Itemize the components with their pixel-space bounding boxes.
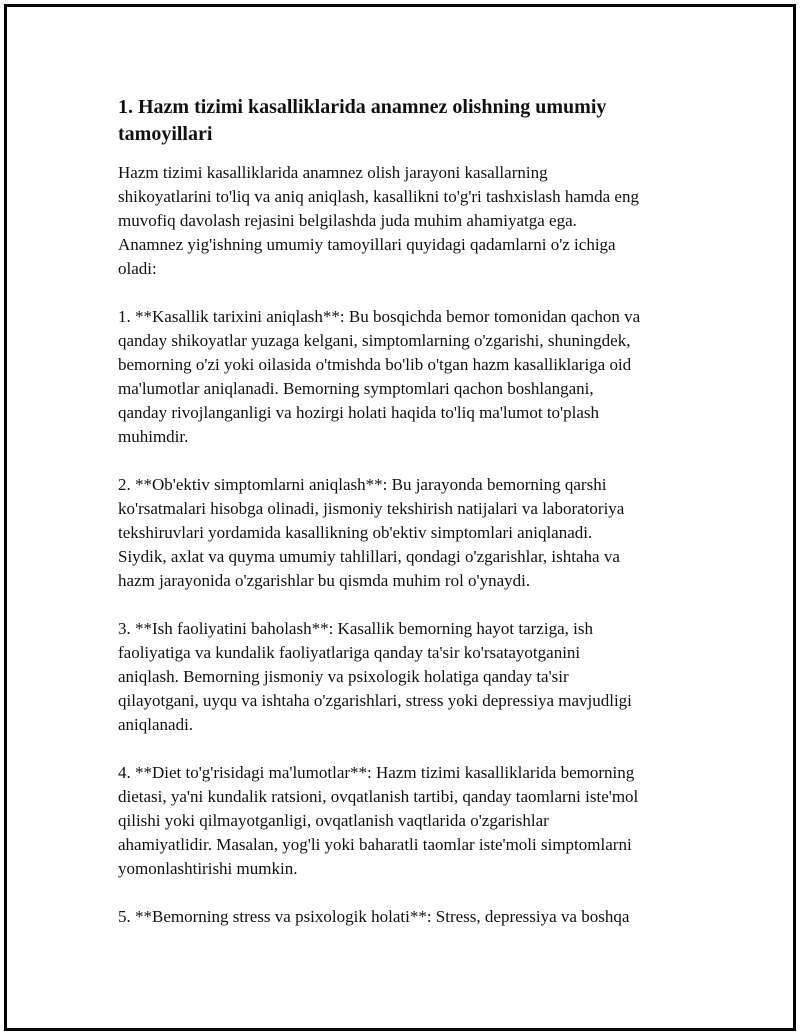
paragraph-stress: 5. **Bemorning stress va psixologik holati**: Stress, depressiya va boshqa xyxy=(118,907,630,926)
intro-paragraph: Hazm tizimi kasalliklarida anamnez olish jarayoni kasallarning shikoyatlarini to'liq va aniq aniqlash, kasallikni to'g'ri tashxislash hamda eng muvofiq davolash rejasini belgilashda juda muhim ahamiyatga ega. Anamnez yig'ishning umumiy tamoyillari quyidagi qadamlarni o'z ichiga oladi: xyxy=(118,163,639,278)
document-body xyxy=(118,94,690,953)
document-title: 1. Hazm tizimi kasalliklarida anamnez olishning umumiy tamoyillari xyxy=(118,96,607,145)
paragraph-ish-faoliyati: 3. **Ish faoliyatini baholash**: Kasallik bemorning hayot tarziga, ish faoliyatiga va kundalik faoliyatlariga qanday ta'sir ko'rsatayotganini aniqlash. Bemorning jismoniy va psixologik holatiga qanday ta'sir qilayotgani, uyqu va ishtaha o'zgarishlari, stress yoki depressiya mavjudligi aniqlanadi. xyxy=(118,619,632,734)
paragraph-kasallik-tarixi: 1. **Kasallik tarixini aniqlash**: Bu bosqichda bemor tomonidan qachon va qanday shikoyatlar yuzaga kelgani, simptomlarning o'zgarishi, shuningdek, bemorning o'zi yoki oilasida o'tmishda bo'lib o'tgan hazm kasalliklariga oid ma'lumotlar aniqlanadi. Bemorning symptomlari qachon boshlangani, qanday rivojlanganligi va hozirgi holati haqida to'liq ma'lumot to'plash muhimdir. xyxy=(118,307,641,446)
paragraph-obektiv-simptomlar: 2. **Ob'ektiv simptomlarni aniqlash**: Bu jarayonda bemorning qarshi ko'rsatmalari hisobga olinadi, jismoniy tekshirish natijalari va laboratoriya tekshiruvlari yordamida kasallikning ob'ektiv simptomlari aniqlanadi. Siydik, axlat va quyma umumiy tahlillari, qondagi o'zgarishlar, ishtaha va hazm jarayonida o'zgarishlar bu qismda muhim rol o'ynaydi. xyxy=(118,475,625,590)
paragraph-diet: 4. **Diet to'g'risidagi ma'lumotlar**: Hazm tizimi kasalliklarida bemorning dietasi, ya'ni kundalik ratsioni, ovqatlanish tartibi, qanday taomlarni iste'mol qilishi yoki qilmayotganligi, ovqatlanish vaqtlarida o'zgarishlar ahamiyatlidir. Masalan, yog'li yoki baharatli taomlar iste'moli simptomlarni yomonlashtirishi mumkin. xyxy=(118,763,639,878)
